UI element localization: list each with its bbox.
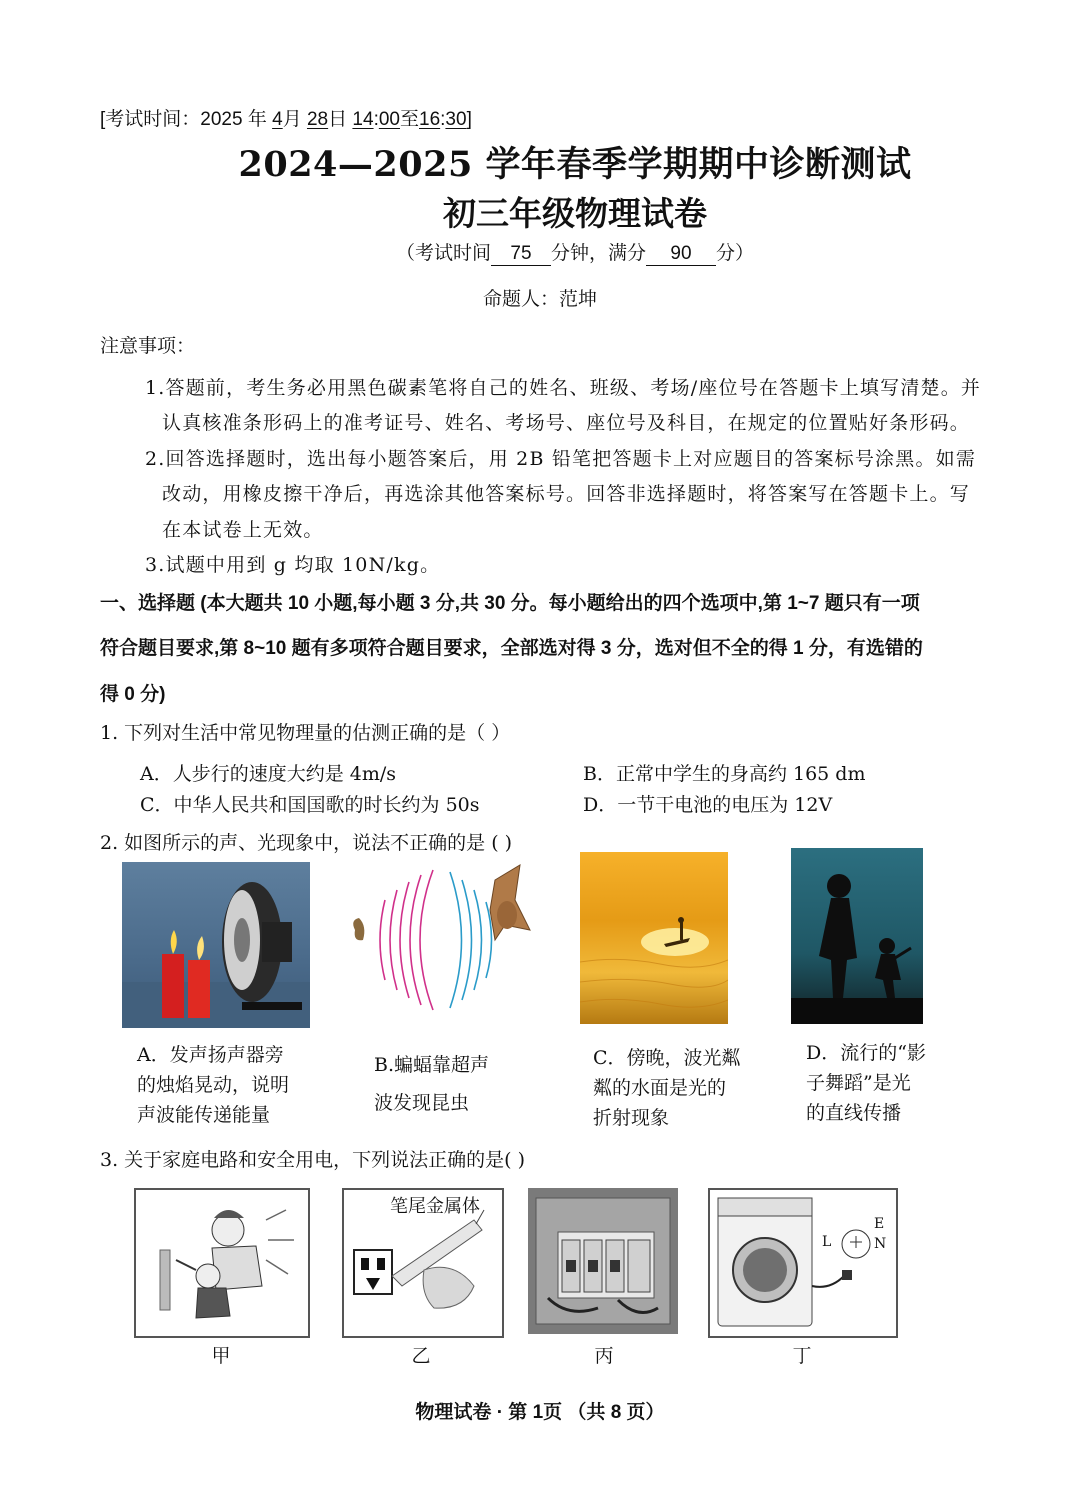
exam-title: 2024—2025 学年春季学期期中诊断测试 [238, 144, 912, 185]
sunset-water-photo [580, 852, 728, 1024]
electric-shock-figure [134, 1188, 310, 1338]
q1-option-c: C．中华人民共和国国歌的时长约为 50s [140, 794, 480, 816]
fig-label-jia: 甲 [211, 1345, 231, 1367]
notice-line-6: 3.试题中用到 g 均取 10N/kg。 [145, 554, 441, 576]
author-line: 命题人：范坤 [482, 289, 597, 310]
notice-line-4: 改动，用橡皮擦干净后，再选涂其他答案标号。回答非选择题时，将答案写在答题卡上。写 [162, 483, 971, 505]
q2-stem: 2. 如图所示的声、光现象中，说法不正确的是 ( ) [100, 832, 513, 854]
fig-label-ding: 丁 [792, 1345, 812, 1367]
day-unit: 日 [328, 109, 348, 130]
pen-tail-metal-label: 笔尾金属体 [390, 1196, 480, 1217]
q2-d-line-2: 子舞蹈”是光 [806, 1072, 911, 1094]
speaker-candle-photo [122, 862, 310, 1028]
q2-d-line-3: 的直线传播 [806, 1102, 902, 1124]
section-heading-2: 符合题目要求,第 8~10 题有多项符合题目要求，全部选对得 3 分，选对但不全的得 1 分，有选错的 [100, 638, 923, 659]
duration-value: 75 [491, 244, 551, 266]
terminal-n-label: N [874, 1236, 887, 1252]
notice-title: 注意事项： [100, 336, 196, 357]
q2-caption-a [137, 1040, 289, 1130]
start-hour: 14 [352, 109, 374, 130]
info-prefix: （考试时间 [395, 243, 491, 264]
notice-line-1: 1.答题前，考生务必用黑色碳素笔将自己的姓名、班级、考场/座位号在答题卡上填写清楚。并 [145, 377, 982, 399]
q2-a-line-1: A．发声扬声器旁 [137, 1044, 284, 1066]
exam-month: 4 [272, 109, 283, 130]
q2-caption-c [593, 1043, 741, 1133]
section-heading-3: 得 0 分) [100, 684, 166, 705]
q2-caption-d [806, 1038, 926, 1128]
info-mid: 分钟，满分 [550, 243, 646, 264]
q2-b-line-2: 波发现昆虫 [374, 1092, 470, 1114]
to-word: 至 [399, 109, 419, 130]
start-minute: 00 [378, 109, 400, 130]
exam-time-line: [考试时间：2025 年 4月 28日 14:00至16:30] [100, 109, 472, 130]
info-suffix: 分） [716, 243, 755, 264]
q2-b-line-1: B.蝙蝠靠超声 [374, 1054, 490, 1076]
q3-stem: 3. 关于家庭电路和安全用电，下列说法正确的是( ) [100, 1149, 526, 1171]
terminal-e-label: E [874, 1216, 885, 1232]
notice-line-5: 在本试卷上无效。 [162, 519, 324, 541]
washing-machine-figure [708, 1188, 898, 1338]
close-bracket: ] [466, 109, 472, 130]
fig-label-yi: 乙 [411, 1345, 431, 1367]
page-footer: 物理试卷 · 第 1页 （共 8 页） [415, 1402, 665, 1423]
q1-stem: 1. 下列对生活中常见物理量的估测正确的是（ ） [100, 722, 511, 744]
test-pen-figure [342, 1188, 504, 1338]
q1-option-d: D．一节干电池的电压为 12V [583, 794, 833, 816]
exam-info [0, 238, 1080, 266]
q2-c-line-3: 折射现象 [593, 1107, 670, 1129]
exam-time-prefix: [考试时间：2025 年 [100, 109, 267, 130]
score-value: 90 [646, 244, 716, 266]
fig-label-bing: 丙 [594, 1345, 614, 1367]
q2-a-line-3: 声波能传递能量 [137, 1104, 271, 1126]
bat-ultrasound-illustration [345, 860, 535, 1030]
end-hour: 16 [419, 109, 441, 130]
notice-line-3: 2.回答选择题时，选出每小题答案后，用 2B 铅笔把答题卡上对应题目的答案标号涂黑。如需 [145, 448, 977, 470]
exam-day: 28 [306, 109, 329, 130]
q1-option-a: A．人步行的速度大约是 4m/s [140, 763, 397, 785]
q2-d-line-1: D．流行的“影 [806, 1042, 926, 1064]
q2-c-line-1: C．傍晚，波光粼 [593, 1047, 741, 1069]
month-unit: 月 [282, 109, 302, 130]
q2-c-line-2: 粼的水面是光的 [593, 1077, 727, 1099]
q2-a-line-2: 的烛焰晃动，说明 [137, 1074, 290, 1096]
breaker-panel-photo [528, 1188, 678, 1334]
shadow-dance-photo [791, 848, 923, 1024]
q1-option-b: B．正常中学生的身高约 165 dm [583, 763, 866, 785]
section-heading-1: 一、选择题 (本大题共 10 小题,每小题 3 分,共 30 分。每小题给出的四个选项中,第 1~7 题只有一项 [100, 593, 920, 614]
exam-subtitle: 初三年级物理试卷 [443, 194, 707, 233]
terminal-l-label: L [822, 1234, 832, 1250]
end-minute: 30 [445, 109, 467, 130]
q2-caption-b [374, 1046, 489, 1122]
notice-line-2: 认真核准条形码上的准考证号、姓名、考场号、座位号及科目，在规定的位置贴好条形码。 [162, 412, 971, 434]
